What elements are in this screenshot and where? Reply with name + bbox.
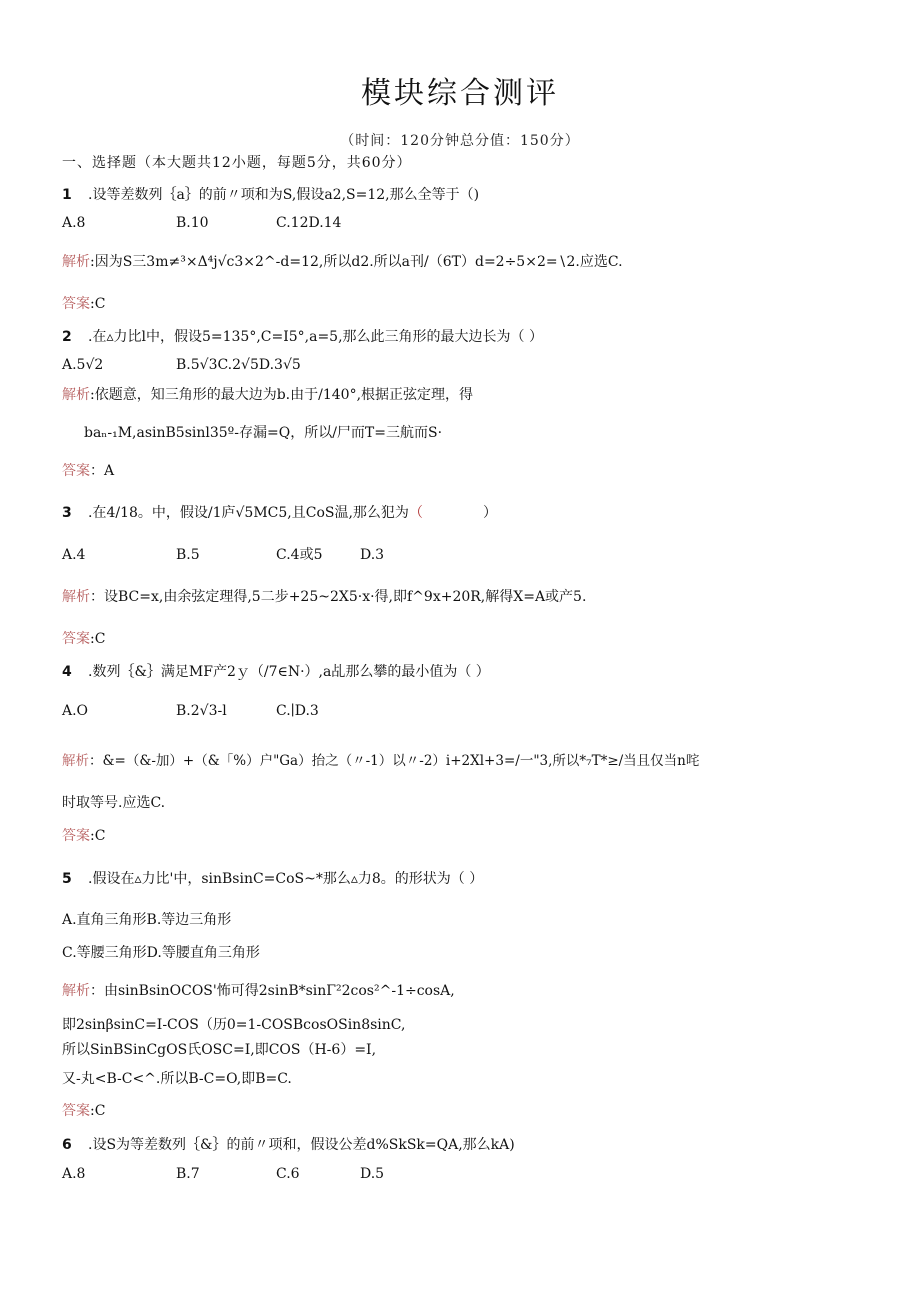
question-2 xyxy=(62,328,543,346)
option-a: A.5√2 xyxy=(62,357,104,373)
question-text: .设等差数列｛a｝的前〃项和为S,假设a2,S=12,那么全等于（) xyxy=(88,187,480,203)
option-c: C.4或5 xyxy=(276,547,323,563)
question-6 xyxy=(62,1136,515,1154)
question-2-analysis-cont: baₙ-₁M,asinB5sinl35º-存漏=Q，所以/尸而T=三航而S· xyxy=(84,425,443,441)
answer-text: :C xyxy=(90,1103,106,1119)
option-a: A.4 xyxy=(62,547,86,563)
analysis-text: ：&=（&-加）+（&「%）户"Ga）抬之（〃-1）以〃-2）i+2Xl+3=/一"3,所以*₇T*≥/当且仅当n咤 xyxy=(89,753,700,769)
analysis-label: 解析 xyxy=(62,254,90,270)
answer-text: :C xyxy=(90,631,106,647)
option-b: B.2√3-l xyxy=(176,703,227,719)
analysis-label: 解析 xyxy=(62,589,90,605)
page-subtitle: （时间：120分钟总分值：150分） xyxy=(340,133,580,149)
question-3-analysis xyxy=(62,588,586,606)
question-number: 3 xyxy=(62,505,72,521)
option-a: A.8 xyxy=(62,215,86,231)
question-1 xyxy=(62,186,479,204)
question-4 xyxy=(62,663,490,681)
question-3-answer xyxy=(62,630,105,648)
analysis-text: ：由sinBsinOCOS'怖可得2sinB*sinΓ²2cos²^-1÷cosA, xyxy=(90,983,455,999)
question-text: .假设在▵力比'中，sinBsinC=CoS~*那么▵力8。的形状为（ ） xyxy=(88,871,484,887)
question-text: .在4/18。中，假设/1庐√5MC5,且CoS温,那么犯为 xyxy=(88,505,409,521)
option-b: B.5√3C.2√5D.3√5 xyxy=(176,357,301,373)
answer-label: 答案 xyxy=(62,631,90,647)
question-number: 5 xyxy=(62,871,72,887)
question-5-analysis-line-3: 又-丸<B-C<^.所以B-C=O,即B=C. xyxy=(62,1071,292,1087)
analysis-label: 解析 xyxy=(62,753,89,769)
question-1-analysis xyxy=(62,253,623,271)
analysis-text: :因为S三3m≠³×Δ⁴j√c3×2^-d=12,所以d2.所以a刊/（6T）d=2÷5×2=∖2.应选C. xyxy=(90,254,623,270)
option-a: A.O xyxy=(62,703,89,719)
question-text: .设S为等差数列｛&｝的前〃项和，假设公差d%SkSk=QA,那么kA) xyxy=(88,1137,515,1153)
section-heading: 一、选择题（本大题共12小题，每题5分，共60分） xyxy=(62,155,412,171)
question-4-analysis-cont: 时取等号.应选C. xyxy=(62,795,166,811)
question-text: .数列｛&｝满足MF产2ｙ（/7∈N·）,a乩那么攀的最小值为（ ） xyxy=(88,664,490,680)
analysis-label: 解析 xyxy=(62,387,90,403)
answer-text: ：A xyxy=(90,463,115,479)
question-5 xyxy=(62,870,483,888)
answer-label: 答案 xyxy=(62,828,90,844)
page-title: 模块综合测评 xyxy=(361,76,559,111)
question-text: .在▵力比l中，假设5=135°,C=I5°,a=5,那么此三角形的最大边长为（ ） xyxy=(88,329,543,345)
option-c: C.∣D.3 xyxy=(276,703,319,719)
question-3 xyxy=(62,504,497,522)
question-number: 2 xyxy=(62,329,72,345)
option-b: B.10 xyxy=(176,215,209,231)
answer-text: :C xyxy=(90,828,106,844)
option-a: A.8 xyxy=(62,1166,86,1182)
analysis-text: :依题意，知三角形的最大边为b.由于/140°,根据正弦定理，得 xyxy=(90,387,474,403)
question-5-analysis-line-1: 即2sinβsinC=I-COS（历0=1-COSBcosOSin8sinC, xyxy=(62,1017,406,1033)
answer-label: 答案 xyxy=(62,1103,90,1119)
question-5-option-row-1: A.直角三角形B.等边三角形 xyxy=(62,912,232,928)
question-5-answer xyxy=(62,1102,105,1120)
option-d: D.3 xyxy=(360,547,385,563)
question-5-analysis-line-2: 所以SinBSinCgOS氏OSC=I,即COS（H-6）=I, xyxy=(62,1042,377,1058)
option-d: D.5 xyxy=(360,1166,385,1182)
question-1-answer xyxy=(62,295,105,313)
question-2-analysis xyxy=(62,386,473,404)
question-number: 6 xyxy=(62,1137,72,1153)
answer-label: 答案 xyxy=(62,296,90,312)
question-number: 1 xyxy=(62,187,72,203)
answer-paren-open: （ xyxy=(408,505,423,521)
question-number: 4 xyxy=(62,664,72,680)
analysis-label: 解析 xyxy=(62,983,90,999)
answer-paren-close: ） xyxy=(482,505,497,521)
question-2-answer xyxy=(62,462,114,480)
option-c: C.12D.14 xyxy=(276,215,342,231)
question-5-option-row-2: C.等腰三角形D.等腰直角三角形 xyxy=(62,945,260,961)
option-b: B.5 xyxy=(176,547,200,563)
analysis-text: ：设BC=x,由余弦定理得,5二步+25~2X5·x·得,即f^9x+20R,解得X=A或产5. xyxy=(90,589,587,605)
answer-label: 答案 xyxy=(62,463,90,479)
question-5-analysis xyxy=(62,982,455,1000)
question-4-analysis xyxy=(62,752,699,770)
option-c: C.6 xyxy=(276,1166,300,1182)
option-b: B.7 xyxy=(176,1166,200,1182)
question-4-answer xyxy=(62,827,105,845)
answer-text: :C xyxy=(90,296,106,312)
